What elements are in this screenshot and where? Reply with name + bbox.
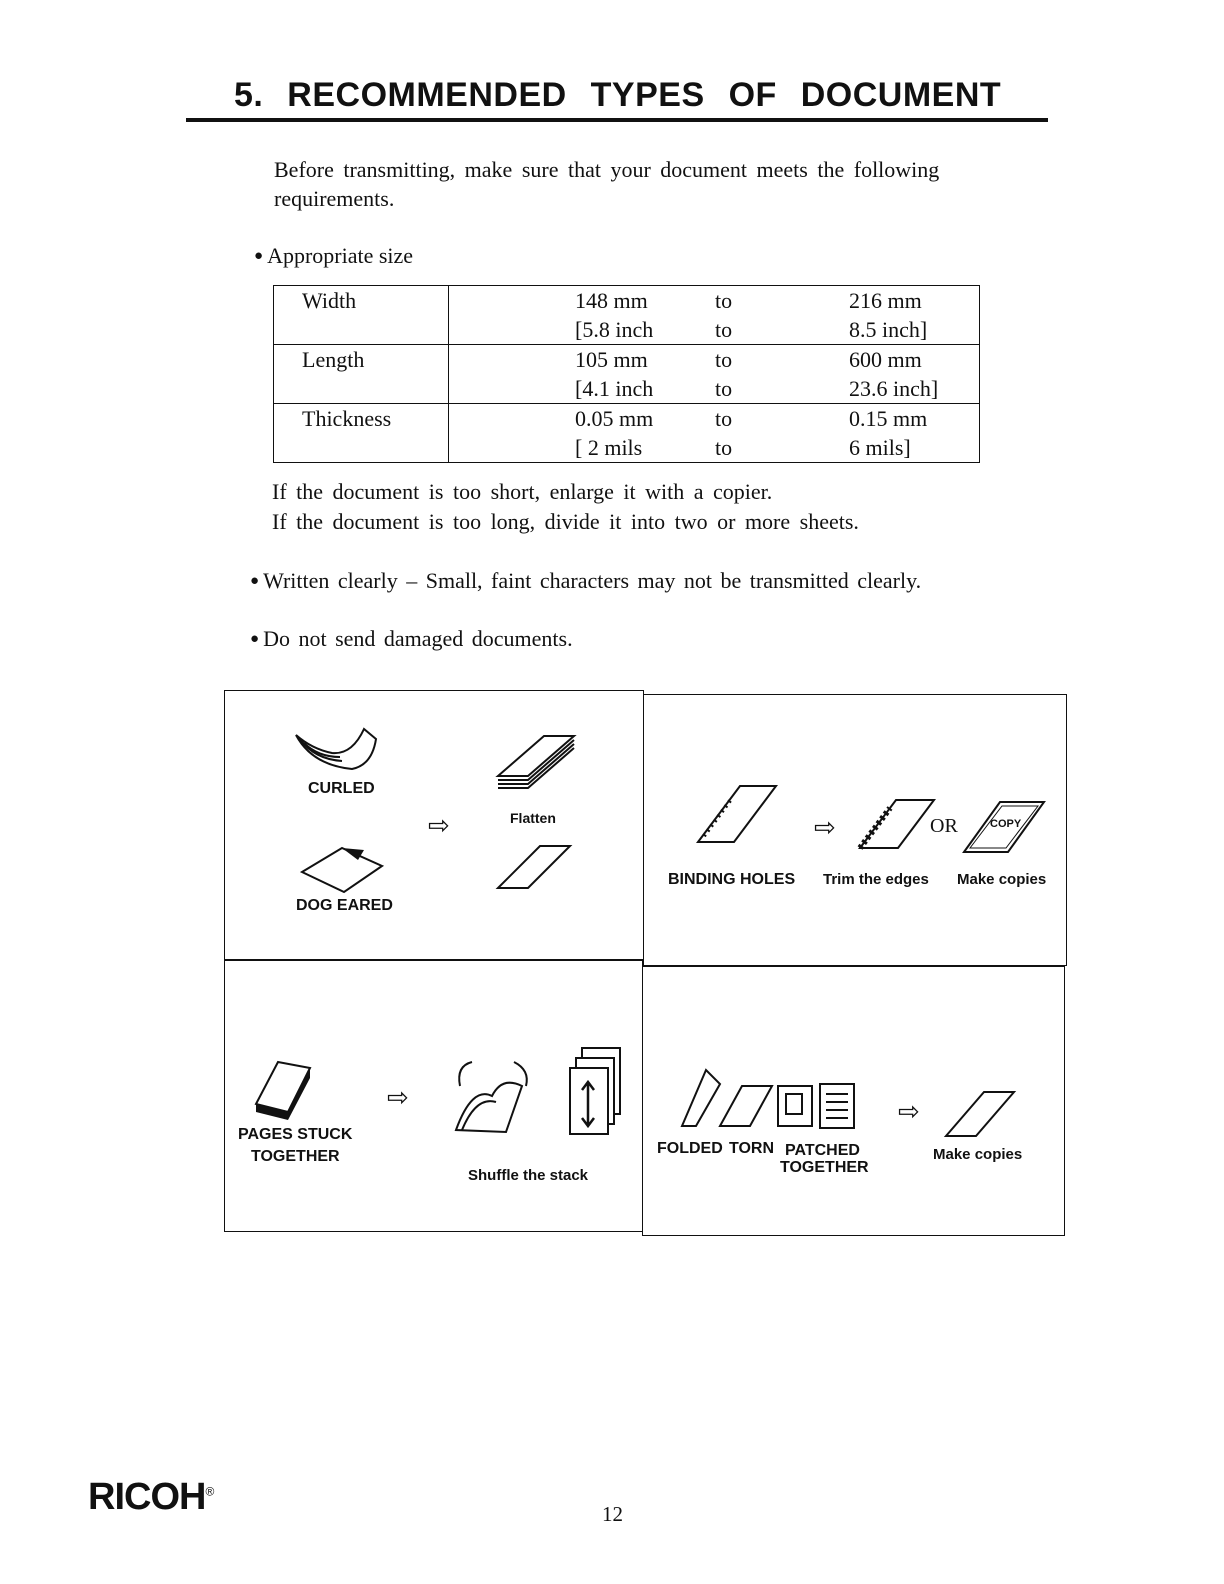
row-values-length: 105 mm to 600 mm [4.1 inch to 23.6 inch] (449, 345, 980, 404)
ricoh-logo: RICOH® (88, 1476, 214, 1518)
label-shuffle: Shuffle the stack (468, 1167, 589, 1184)
note-short: If the document is too short, enlarge it with a copier. (272, 479, 773, 504)
damaged-docs-icon (676, 1064, 876, 1134)
trimmed-doc-icon (856, 796, 938, 852)
label-dog-eared: DOG EARED (296, 897, 393, 914)
label-torn: TORN (729, 1140, 775, 1157)
size-heading (254, 241, 413, 274)
hollow-right-arrow-icon: ⇨ (814, 812, 836, 842)
stack-align-icon (566, 1044, 626, 1144)
label-together: TOGETHER (780, 1159, 869, 1176)
hollow-right-arrow-icon: ⇨ (387, 1082, 409, 1112)
label-trim: Trim the edges (823, 871, 929, 888)
dog-eared-doc-icon (300, 842, 384, 894)
size-heading-text: Appropriate size (267, 243, 414, 268)
label-folded: FOLDED (657, 1140, 723, 1157)
label-binding-holes: BINDING HOLES (668, 871, 796, 888)
written-clearly-text: Written clearly – Small, faint characters may not be transmitted clearly. (263, 568, 922, 593)
size-table (273, 285, 980, 463)
label-flatten: Flatten (510, 810, 556, 826)
label-make-copies-2: Make copies (933, 1146, 1023, 1163)
stuck-pages-icon (252, 1058, 314, 1124)
page-title: 5. RECOMMENDED TYPES OF DOCUMENT (234, 76, 1002, 114)
label-curled: CURLED (308, 780, 375, 797)
title-underline (186, 118, 1048, 122)
written-clearly (250, 566, 921, 599)
copied-doc-icon (942, 1088, 1018, 1140)
label-pages-stuck-1: PAGES STUCK (238, 1126, 353, 1143)
flat-stack-icon (494, 732, 578, 792)
damaged-note (250, 624, 573, 657)
hollow-right-arrow-icon: ⇨ (898, 1096, 920, 1126)
shuffle-stack-icon (452, 1056, 536, 1136)
intro-text: Before transmitting, make sure that your document meets the following requirements. (274, 157, 940, 211)
label-patched: PATCHED (785, 1142, 860, 1159)
page-number: 12 (602, 1502, 623, 1526)
row-values-thickness: 0.05 mm to 0.15 mm [ 2 mils to 6 mils] (449, 404, 980, 463)
binding-holes-doc-icon (694, 782, 780, 846)
curled-doc-icon (292, 725, 384, 777)
copy-stamp: COPY (990, 818, 1022, 830)
row-values-width: 148 mm to 216 mm [5.8 inch to 8.5 inch] (449, 286, 980, 345)
note-long: If the document is too long, divide it into two or more sheets. (272, 509, 859, 534)
label-or: OR (930, 815, 958, 837)
row-label-thickness: Thickness (274, 404, 449, 463)
row-label-width: Width (274, 286, 449, 345)
flat-doc-icon (494, 842, 574, 892)
label-make-copies-1: Make copies (957, 871, 1047, 888)
hollow-right-arrow-icon: ⇨ (428, 810, 450, 840)
row-label-length: Length (274, 345, 449, 404)
label-pages-stuck-2: TOGETHER (251, 1148, 340, 1165)
damaged-note-text: Do not send damaged documents. (263, 626, 573, 651)
